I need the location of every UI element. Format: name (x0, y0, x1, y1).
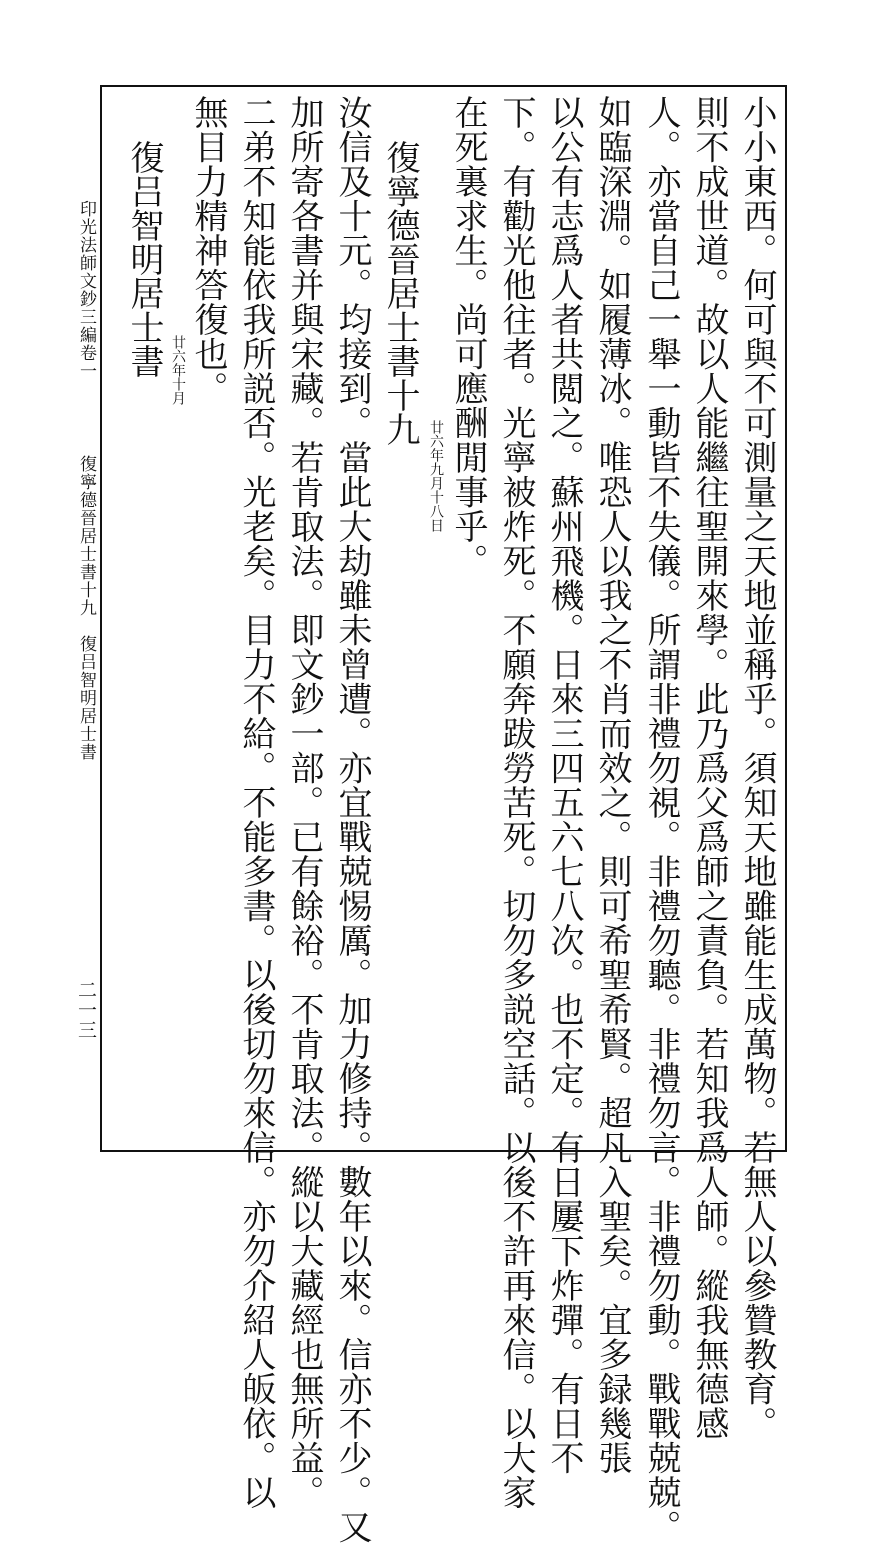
frame-left-rule (100, 85, 102, 1152)
letter-title-2: 復吕智明居士書 (124, 140, 164, 378)
date-note-1: 廿六年九月十八日 (428, 420, 444, 532)
text-column-4: 如臨深淵。如履薄冰。唯恐人以我之不肖而效之。則可希聖希賢。超凡入聖矣。宜多録幾張 (592, 95, 632, 1475)
frame-top-rule (100, 85, 786, 87)
text-column-11: 無目力精神答復也。 (188, 95, 228, 406)
text-column-8: 汝信及十元。均接到。當此大劫雖未曾遭。亦宜戰兢惕厲。加力修持。數年以來。信亦不少。又 (332, 95, 372, 1544)
text-column-5: 以公有志爲人者共閲之。蘇州飛機。日來三四五六七八次。也不定。有日屢下炸彈。有日不 (544, 95, 584, 1475)
text-column-6: 下。有勸光他往者。光寧被炸死。不願奔跋勞苦死。切勿多説空話。以後不許再來信。以大家 (496, 95, 536, 1510)
date-note-2: 廿六年十月 (170, 335, 186, 405)
text-column-9: 加所寄各書并與宋藏。若肯取法。即文鈔一部。已有餘裕。不肯取法。縱以大藏經也無所益。 (284, 95, 324, 1510)
margin-page-number: 二一三 (75, 980, 97, 1040)
text-column-10: 二弟不知能依我所説否。光老矣。目力不給。不能多書。以後切勿來信。亦勿介紹人皈依。以 (236, 95, 276, 1510)
text-column-2: 則不成世道。故以人能繼往聖開來學。此乃爲父爲師之責負。若知我爲人師。縱我無德感 (689, 95, 729, 1441)
margin-section-titles: 復寧德晉居士書十九 復吕智明居士書 (76, 455, 96, 761)
frame-right-rule (785, 85, 787, 1152)
text-column-3: 人。亦當自己一舉一動皆不失儀。所謂非禮勿視。非禮勿聽。非禮勿言。非禮勿動。戰戰兢兢。 (641, 95, 681, 1544)
frame-bottom-rule (100, 1150, 786, 1152)
text-column-7: 在死裏求生。尚可應酬閒事乎。 (448, 95, 488, 578)
letter-title-1: 復寧德晉居士書十九 (380, 140, 420, 446)
margin-book-title: 印光法師文鈔三編卷一 (76, 200, 96, 380)
text-column-1: 小小東西。何可與不可測量之天地並稱乎。須知天地雖能生成萬物。若無人以參贊教育。 (737, 95, 777, 1441)
